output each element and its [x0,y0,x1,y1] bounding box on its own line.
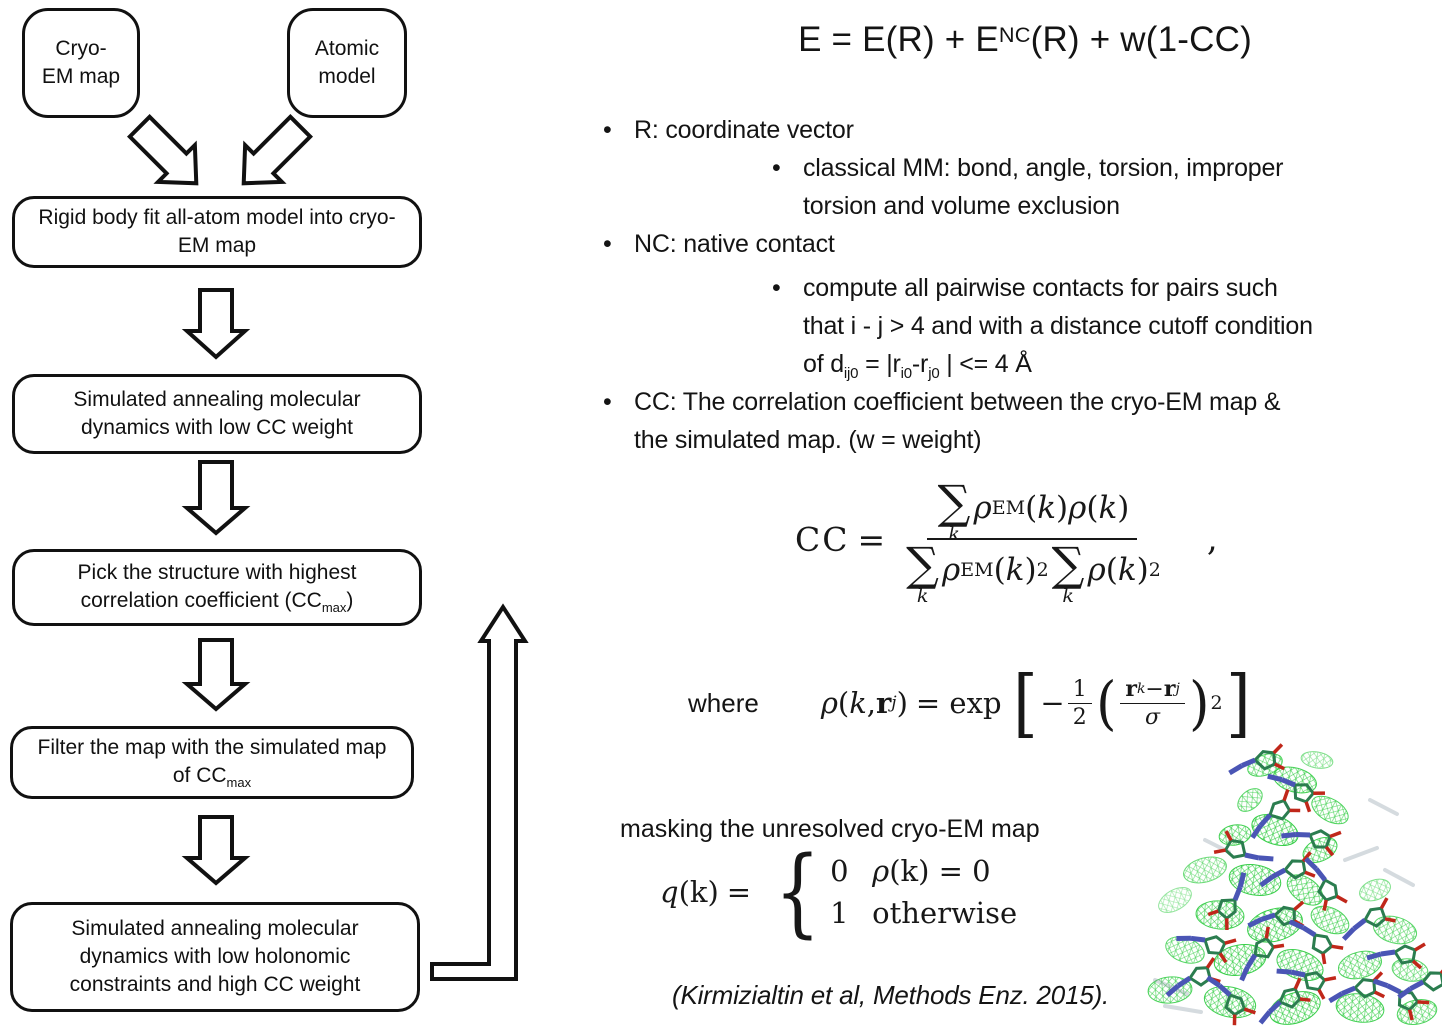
box-pick-line1: Pick the structure with highest [77,560,357,584]
bullet-r-sub2: torsion and volume exclusion [803,192,1120,220]
rho-equation: ρ ( k , r j ) = exp [ − $\frac{1}{2}$ ( r k − r j σ ) 2 ] [820,660,1251,746]
bullet-r-sub1: • classical MM: bond, angle, torsion, improper [600,149,1442,187]
bullet-dot-icon: • [772,154,781,182]
bullet-nc: • NC: native contact [600,225,1442,263]
box-sa-low-line2: dynamics with low CC weight [81,416,353,439]
arrow-down-4-icon [187,817,245,883]
box-sa-high-line1: Simulated annealing molecular [71,917,359,941]
sum-operator-icon: ∑ k [1051,537,1085,607]
box-atomic-line1: Atomic [314,37,380,61]
right-paren-icon: ) [1188,669,1210,737]
arrow-down-2-icon [187,462,245,533]
arrow-loop-back-icon [432,607,525,979]
arrow-down-3-icon [187,640,245,709]
box-atomic-line2: model [318,65,376,88]
flowchart-box-rigid-body-fit [12,196,422,268]
cc-fraction: ∑ k ρ EM ( k ) ρ ( k ) ∑ k ρ EM ( k ) 2 ∑ k ρ ( k ) 2 [906,475,1161,607]
flowchart-box-sa-high-cc [10,902,420,1012]
rho-equation-row [688,655,1253,751]
box-sa-high-line2: dynamics with low holonomic [79,945,351,969]
density-mesh-icon [1147,749,1439,1026]
flowchart-box-atomic-model [287,8,407,118]
q-equation: q (k) = { 0 ρ(k) = 0 1 otherwise [660,836,1018,948]
bullet-cc-line1: • CC: The correlation coefficient between the cryo-EM map & [600,383,1442,421]
bullet-dot-icon: • [603,116,612,144]
where-label: where [688,687,759,718]
energy-equation: $E = E(R) + E^{NC}(R) + w(1-CC)$ [798,20,1252,59]
box-cryo-line2: EM map [41,65,121,88]
masking-title: masking the unresolved cryo-EM map [620,815,1040,843]
case-row-1: 0 ρ(k) = 0 [830,854,991,888]
case-brace-icon: { [774,836,821,948]
box-filter-line1: Filter the map with the simulated map [37,735,387,759]
bullet-nc-sub2: that i - j > 4 and with a distance cutoff condition [803,312,1313,340]
box-rigid-line2: EM map [177,234,257,257]
arrow-down-1-icon [187,290,245,357]
box-cryo-line1: Cryo- [55,37,107,61]
flowchart-box-pick-structure [12,549,422,626]
bullet-dot-icon: • [603,388,612,416]
box-pick-line2: correlation coefficient $(CC_{max})$ [80,588,354,615]
left-paren-icon: ( [1095,669,1117,737]
right-bracket-icon: ] [1225,660,1251,746]
cc-lhs: CC [795,519,850,559]
box-sa-high-line3: constraints and high CC weight [69,972,361,996]
arrow-atomic-to-rigid-icon [225,108,318,201]
arrow-cryo-to-rigid-icon [121,108,214,201]
citation: (Kirmizialtin et al, Methods Enz. 2015). [672,980,1110,1010]
definition-list [600,111,1442,459]
bullet-dot-icon: • [603,230,612,258]
case-row-2: 1 otherwise [830,896,1018,930]
bullet-dot-icon: • [772,274,781,302]
bullet-nc-sub3: of $d_{ij0} = |r_{i0}-r_{j0}$ | <= 4 Å [803,350,1032,382]
flowchart-box-filter-map [10,726,414,799]
cc-equation: CC = ∑ k ρ EM ( k ) ρ ( k ) ∑ k ρ EM ( k ) 2 ∑ k ρ ( k ) 2 , [795,475,1218,607]
sum-operator-icon: ∑ k [906,537,939,607]
molecule-density-figure [1145,740,1442,1026]
bullet-nc-sub1: • compute all pairwise contacts for pairs such [600,269,1442,307]
box-filter-line2: of $CC_{max}$ [172,763,252,790]
flowchart-box-sa-low-cc [12,374,422,454]
flowchart-box-cryo-em-map [22,8,140,118]
box-sa-low-line1: Simulated annealing molecular [73,388,361,412]
box-rigid-line1: Rigid body fit all-atom model into cryo- [38,206,396,230]
sum-operator-icon: ∑ k [937,475,971,545]
left-bracket-icon: [ [1012,660,1038,746]
bullet-r: • R: coordinate vector [600,111,1442,149]
bullet-cc-line2: the simulated map. (w = weight) [634,426,982,454]
